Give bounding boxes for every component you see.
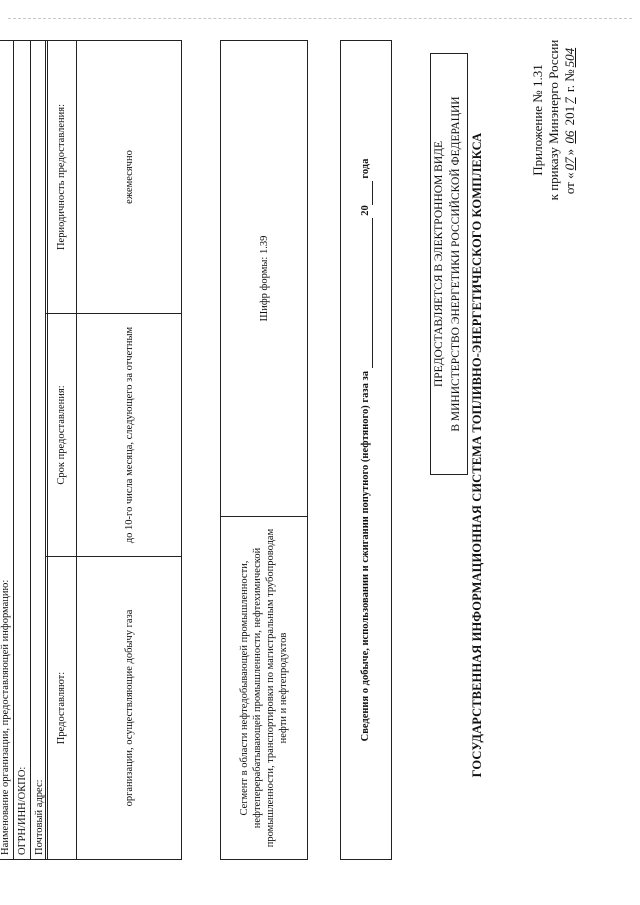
segment-table xyxy=(220,40,308,860)
org-address-field[interactable]: Почтовый адрес: xyxy=(31,41,48,860)
egov-line-2: В МИНИСТЕРСТВО ЭНЕРГЕТИКИ РОССИЙСКОЙ ФЕДЕРАЦИИ xyxy=(450,96,462,432)
submission-table xyxy=(45,40,182,860)
document-title: ГОСУДАРСТВЕННАЯ ИНФОРМАЦИОННАЯ СИСТЕМА ТОПЛИВНО-ЭНЕРГЕТИЧЕСКОГО КОМПЛЕКСА xyxy=(470,132,484,778)
frequency-value: ежемесячно xyxy=(77,41,182,314)
egov-line-1: ПРЕДОСТАВЛЯЕТСЯ В ЭЛЕКТРОННОМ ВИДЕ xyxy=(433,140,445,388)
header-frequency: Периодичность предоставления: xyxy=(46,41,77,314)
annex-order-ref: к приказу Минэнерго России xyxy=(546,39,561,201)
report-year-suffix: года xyxy=(360,158,371,179)
report-year-blank[interactable] xyxy=(359,181,373,205)
annex-day: 07 xyxy=(562,157,577,171)
segment-description: Сегмент в области нефтедобывающей промышленности, нефтеперерабатывающей промышленности, нефтехимической промышленности, транспортировки по магистральным трубопроводам нефти и нефтепродуктов xyxy=(221,517,308,860)
annex-year-digit: 7 xyxy=(562,97,577,104)
org-info-table xyxy=(0,40,48,860)
deadline-value: до 10-го числа месяца, следующего за отчетным xyxy=(77,314,182,557)
header-submitters: Предоставляют: xyxy=(46,557,77,860)
org-name-field[interactable]: Наименование организации, предоставляющей информацию: xyxy=(0,41,14,860)
report-year-prefix: 20 xyxy=(360,205,371,216)
form-code: Шифр формы: 1.39 xyxy=(221,41,308,517)
annex-block xyxy=(530,30,578,210)
annex-number: Приложение № 1.31 xyxy=(530,64,545,176)
report-heading-cell xyxy=(341,41,392,860)
org-ids-field[interactable]: ОГРН/ИНН/ОКПО: xyxy=(14,41,31,860)
submitters-value: организации, осуществляющие добычу газа xyxy=(77,557,182,860)
annex-date-line: от «07» 06 2017 г. №504 xyxy=(562,47,577,195)
annex-order-number: 504 xyxy=(562,47,577,68)
report-period-blank[interactable] xyxy=(359,218,373,368)
report-heading-table xyxy=(340,40,392,860)
header-deadline: Срок предоставления: xyxy=(46,314,77,557)
annex-month: 06 xyxy=(562,130,577,144)
electronic-submission-box xyxy=(430,53,468,475)
report-heading: Сведения о добыче, использовании и сжигании попутного (нефтяного) газа за xyxy=(360,371,371,742)
